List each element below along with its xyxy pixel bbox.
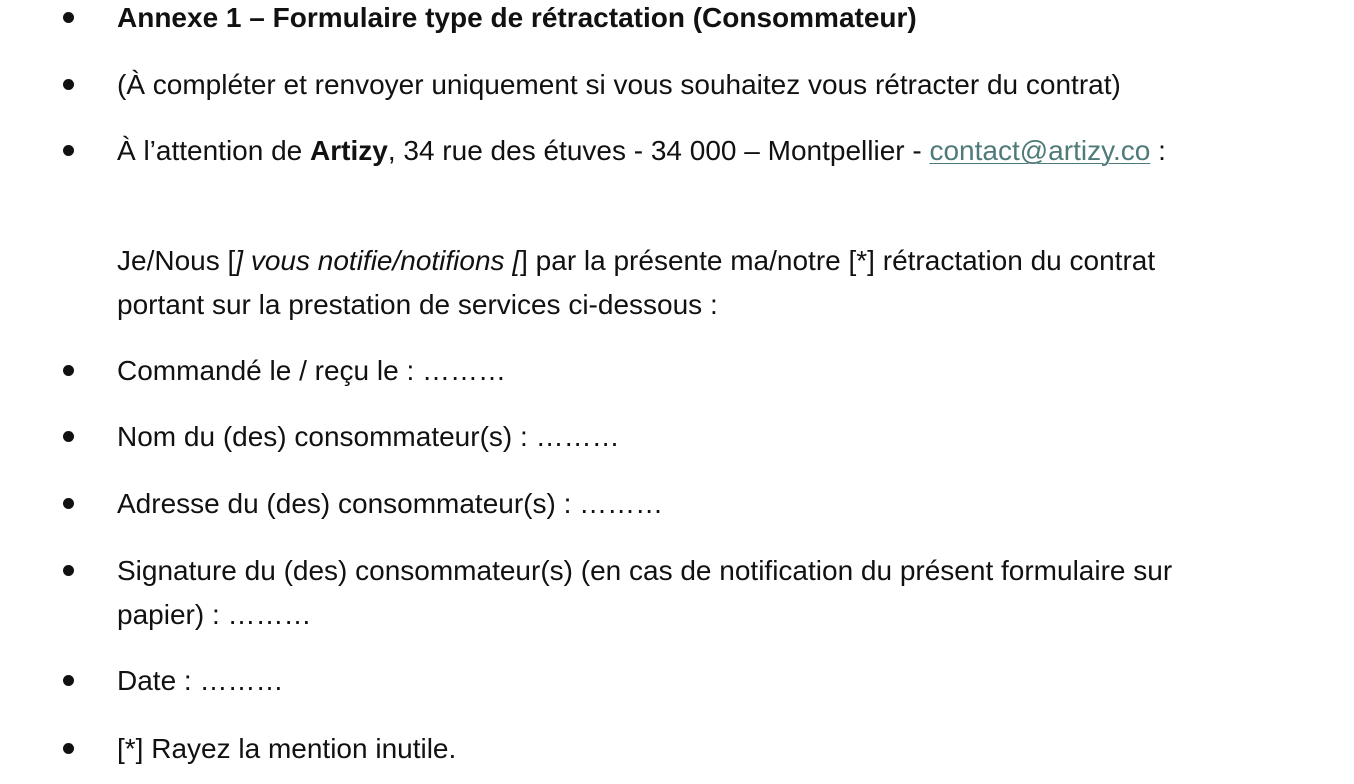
notice-line-2: portant sur la prestation de services ci-dessous : — [117, 289, 718, 320]
bullet-icon — [63, 565, 74, 576]
attention-prefix: À l’attention de — [117, 135, 311, 166]
consumer-name-field: Nom du (des) consommateur(s) : ……… — [117, 421, 620, 452]
bullet-icon — [63, 431, 74, 442]
instruction-text: (À compléter et renvoyer uniquement si vous souhaitez vous rétracter du contrat) — [117, 69, 1121, 100]
notice-line-1 — [117, 239, 1332, 283]
footnote-text: [*] Rayez la mention inutile. — [117, 733, 457, 764]
notice-part-1: Je/Nous [ — [117, 245, 236, 276]
date-field: Date : ……… — [117, 665, 284, 696]
contact-email-link[interactable]: contact@artizy.co — [929, 135, 1151, 166]
notice-part-2: ] par la présente ma/notre [*] rétractation du contrat — [520, 245, 1156, 276]
company-address: , 34 rue des étuves - 34 000 – Montpellier - — [387, 135, 930, 166]
bullet-icon — [63, 365, 74, 376]
attention-suffix: : — [1150, 135, 1166, 166]
order-date-field: Commandé le / reçu le : ……… — [117, 355, 507, 386]
signature-line-1: Signature du (des) consommateur(s) (en cas de notification du présent formulaire sur — [117, 555, 1173, 586]
company-name: Artizy — [310, 135, 388, 166]
bullet-icon — [63, 145, 74, 156]
signature-line-2: papier) : ……… — [117, 599, 312, 630]
bullet-icon — [63, 79, 74, 90]
bullet-icon — [63, 498, 74, 509]
notice-italic-part: ] vous notifie/notifions [ — [235, 245, 521, 276]
attention-line — [117, 129, 1332, 173]
form-title: Annexe 1 – Formulaire type de rétractation (Consommateur) — [117, 2, 917, 33]
consumer-address-field: Adresse du (des) consommateur(s) : ……… — [117, 488, 664, 519]
bullet-icon — [63, 675, 74, 686]
bullet-icon — [63, 12, 74, 23]
bullet-icon — [63, 743, 74, 754]
